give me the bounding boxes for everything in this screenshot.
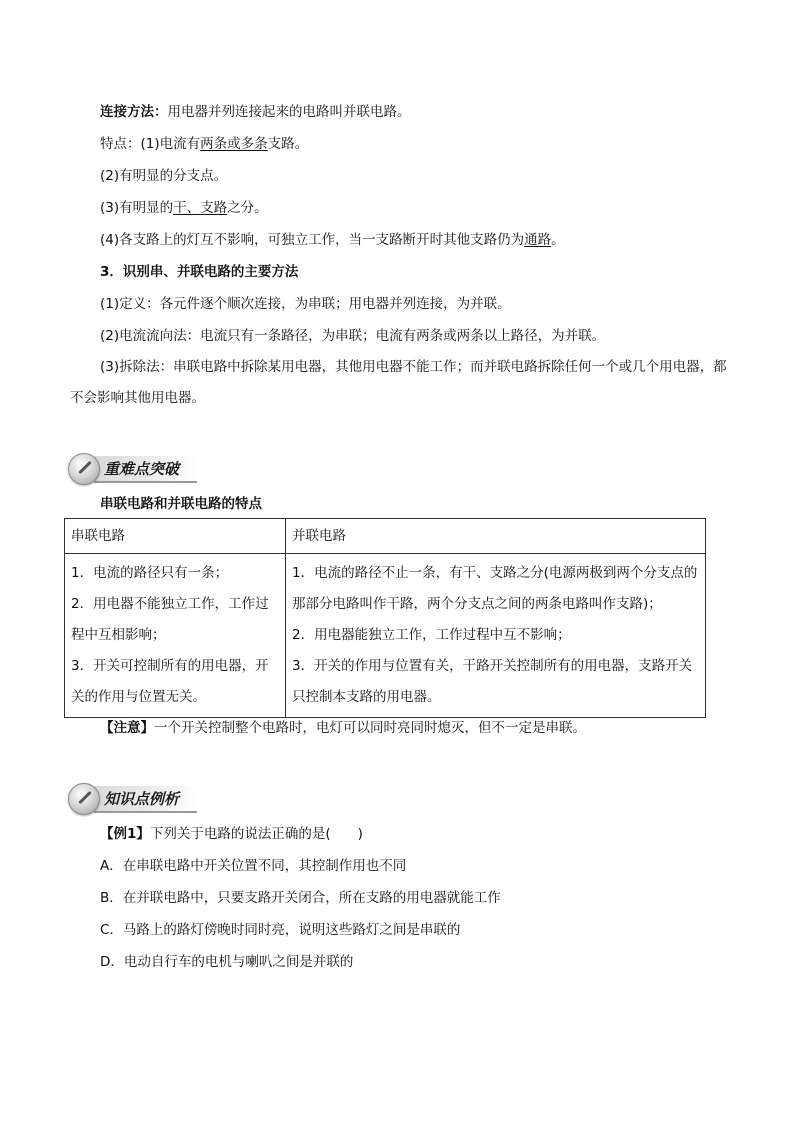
connection-method-label: 连接方法： <box>100 104 168 120</box>
feature-4-suffix: 。 <box>551 232 565 248</box>
feature-4-prefix: (4)各支路上的灯互不影响，可独立工作，当一支路断开时其他支路仍为 <box>100 232 525 248</box>
option-a: A．在串联电路中开关位置不同，其控制作用也不同 <box>100 858 407 874</box>
table-title: 串联电路和并联电路的特点 <box>100 496 262 512</box>
section-badge-key-points <box>68 452 197 486</box>
table-header-series: 串联电路 <box>65 519 286 554</box>
series-item-2: 2．用电器不能独立工作，工作过程中互相影响； <box>71 596 269 643</box>
badge-label: 重难点突破 <box>94 456 197 483</box>
method-1: (1)定义：各元件逐个顺次连接，为串联；用电器并列连接，为并联。 <box>100 296 511 312</box>
feature-1-line <box>100 134 308 154</box>
badge-label: 知识点例析 <box>94 786 197 813</box>
parallel-item-1: 1．电流的路径不止一条，有干、支路之分(电源两极到两个分支点的那部分电路叫作干路，两个分支点之间的两条电路叫作支路)； <box>292 565 698 612</box>
feature-3-prefix: (3)有明显的 <box>100 200 174 216</box>
feature-4-underlined: 通路 <box>524 232 552 248</box>
example-question-line <box>100 824 363 844</box>
note-label: 【注意】 <box>100 720 154 736</box>
table-row <box>65 554 706 718</box>
series-item-3: 3．开关可控制所有的用电器，开关的作用与位置无关。 <box>71 658 269 705</box>
comparison-table <box>64 518 706 718</box>
parallel-item-3: 3．开关的作用与位置有关，干路开关控制所有的用电器，支路开关只控制本支路的用电器。 <box>292 658 693 705</box>
option-d: D．电动自行车的电机与喇叭之间是并联的 <box>100 954 354 970</box>
example-question: 下列关于电路的说法正确的是( ) <box>149 826 363 842</box>
feature-3-line <box>100 198 268 218</box>
table-header-row <box>65 519 706 554</box>
pen-badge-icon <box>68 783 100 815</box>
example-label: 【例1】 <box>100 826 150 842</box>
option-c: C．马路上的路灯傍晚时同时亮，说明这些路灯之间是串联的 <box>100 922 461 938</box>
connection-method-text: 用电器并列连接起来的电路叫并联电路。 <box>167 104 411 120</box>
methods-heading: 3．识别串、并联电路的主要方法 <box>100 264 299 280</box>
section-badge-examples <box>68 782 197 816</box>
note-line <box>100 718 586 738</box>
feature-1-suffix: 支路。 <box>267 136 309 152</box>
feature-4-line <box>100 230 565 250</box>
series-cell <box>65 554 286 718</box>
series-item-1: 1．电流的路径只有一条； <box>71 565 229 581</box>
parallel-item-2: 2．用电器能独立工作，工作过程中互不影响； <box>292 627 571 643</box>
note-text: 一个开关控制整个电路时，电灯可以同时亮同时熄灭，但不一定是串联。 <box>154 720 586 736</box>
connection-method-line <box>100 102 411 122</box>
pen-badge-icon <box>68 453 100 485</box>
option-b: B．在并联电路中，只要支路开关闭合，所在支路的用电器就能工作 <box>100 890 501 906</box>
feature-2-line: (2)有明显的分支点。 <box>100 168 228 184</box>
table-header-parallel: 并联电路 <box>286 519 706 554</box>
feature-3-underlined: 干、支路 <box>173 200 228 216</box>
method-2: (2)电流流向法：电流只有一条路径，为串联；电流有两条或两条以上路径，为并联。 <box>100 328 606 344</box>
feature-1-prefix: 特点：(1)电流有 <box>100 136 201 152</box>
method-3: (3)拆除法：串联电路中拆除某用电器，其他用电器不能工作；而并联电路拆除任何一个或几个用电器，都不会影响其他用电器。 <box>70 359 727 406</box>
feature-1-underlined: 两条或多条 <box>200 136 268 152</box>
parallel-cell <box>286 554 706 718</box>
feature-3-suffix: 之分。 <box>227 200 268 216</box>
